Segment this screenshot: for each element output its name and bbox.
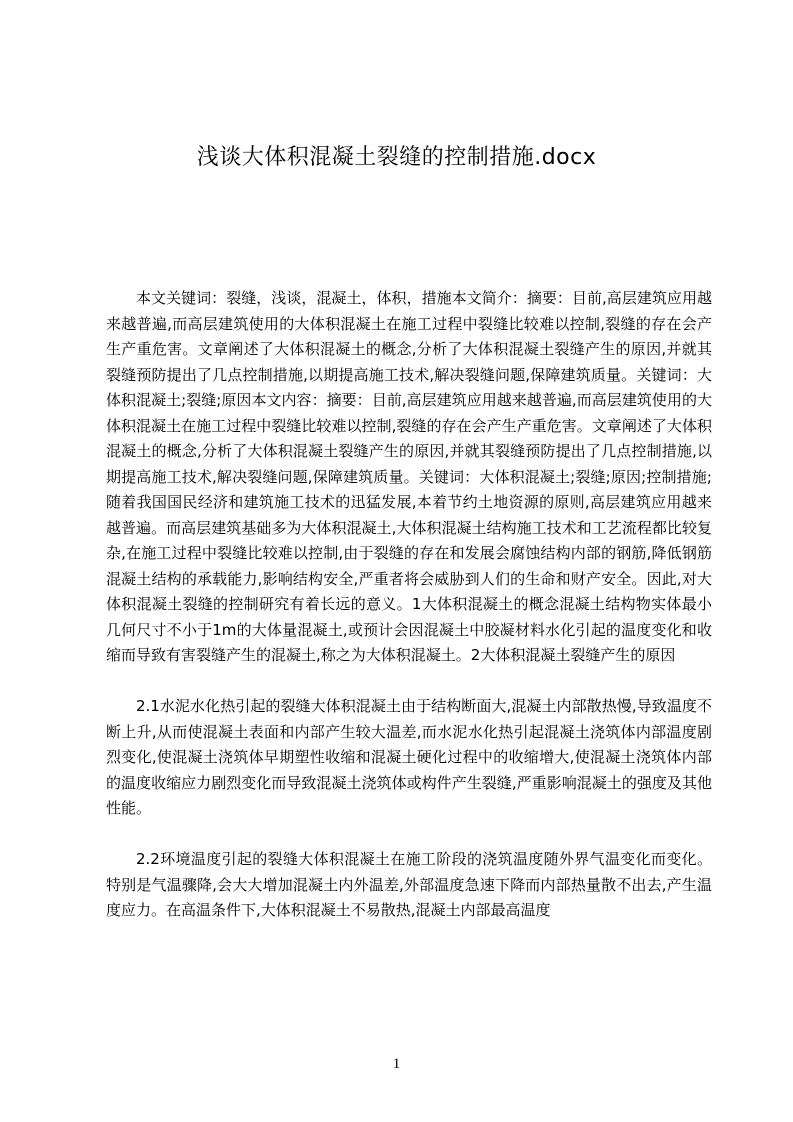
document-title: 浅谈大体积混凝土裂缝的控制措施.docx bbox=[196, 145, 597, 170]
paragraph-section-2-1: 2.1水泥水化热引起的裂缝大体积混凝土由于结构断面大,混凝土内部散热慢,导致温度不断上升,从而使混凝土表面和内部产生较大温差,而水泥水化热引起混凝土浇筑体内部温度剧烈变化,使混凝土浇筑体早期塑性收缩和混凝土硬化过程中的收缩增大,使混凝土浇筑体内部的温度收缩应力剧烈变化而导致混凝土浇筑体或构件产生裂缝,严重影响混凝土的强度及其他性能。 bbox=[106, 697, 712, 817]
page-number: 1 bbox=[392, 1056, 401, 1072]
paragraph-keywords-abstract: 本文关键词：裂缝，浅谈，混凝土，体积，措施本文简介：摘要：目前,高层建筑应用越来越普遍,而高层建筑使用的大体积混凝土在施工过程中裂缝比较难以控制,裂缝的存在会产生产重危害。文章阐述了大体积混凝土的概念,分析了大体积混凝土裂缝产生的原因,并就其裂缝预防提出了几点控制措施,以期提高施工技术,解决裂缝问题,保障建筑质量。关键词：大体积混凝土;裂缝;原因本文内容：摘要：目前,高层建筑应用越来越普遍,而高层建筑使用的大体积混凝土在施工过程中裂缝比较难以控制,裂缝的存在会产生产重危害。文章阐述了大体积混凝土的概念,分析了大体积混凝土裂缝产生的原因,并就其裂缝预防提出了几点控制措施,以期提高施工技术,解决裂缝问题,保障建筑质量。关键词：大体积混凝土;裂缝;原因;控制措施;随着我国国民经济和建筑施工技术的迅猛发展,本着节约土地资源的原则,高层建筑应用越来越普遍。而高层建筑基础多为大体积混凝土,大体积混凝土结构施工技术和工艺流程都比较复杂,在施工过程中裂缝比较难以控制,由于裂缝的存在和发展会腐蚀结构内部的钢筋,降低钢筋混凝土结构的承载能力,影响结构安全,严重者将会威胁到人们的生命和财产安全。因此,对大体积混凝土裂缝的控制研究有着长远的意义。1大体积混凝土的概念混凝土结构物实体最小几何尺寸不小于1m的大体量混凝土,或预计会因混凝土中胶凝材料水化引起的温度变化和收缩而导致有害裂缝产生的混凝土,称之为大体积混凝土。2大体积混凝土裂缝产生的原因 bbox=[106, 289, 712, 664]
paragraph-section-2-2: 2.2环境温度引起的裂缝大体积混凝土在施工阶段的浇筑温度随外界气温变化而变化。特别是气温骤降,会大大增加混凝土内外温差,外部温度急速下降而内部热量散不出去,产生温度应力。在高温条件下,大体积混凝土不易散热,混凝土内部最高温度 bbox=[106, 850, 712, 919]
document-body bbox=[106, 286, 712, 924]
